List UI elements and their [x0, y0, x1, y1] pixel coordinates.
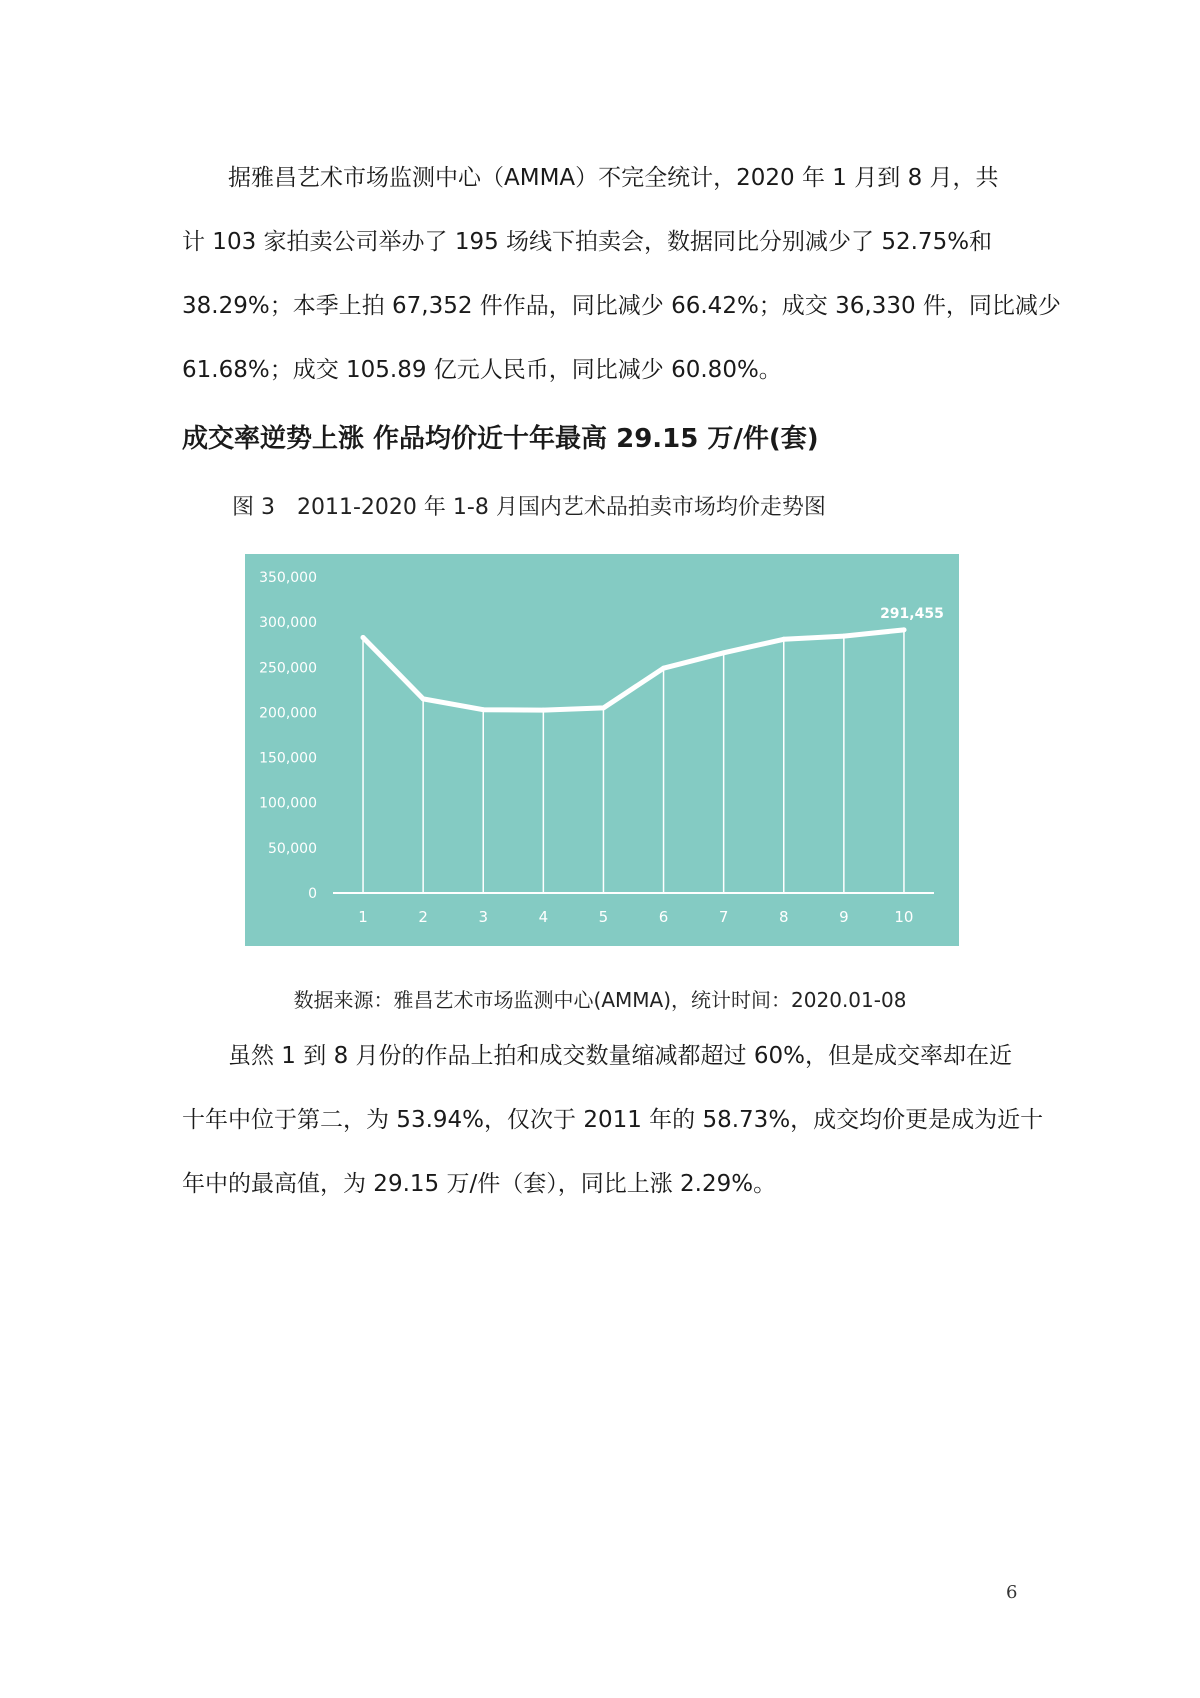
paragraph-line: 61.68%；成交 105.89 亿元人民币，同比减少 60.80%。	[182, 357, 782, 383]
data-point	[781, 637, 786, 642]
y-tick-label: 0	[308, 886, 317, 902]
x-tick-label: 2	[418, 908, 428, 926]
paragraph-line: 十年中位于第二，为 53.94%，仅次于 2011 年的 58.73%，成交均价更是成为近十	[182, 1107, 1044, 1133]
paragraph-line: 38.29%；本季上拍 67,352 件作品，同比减少 66.42%；成交 36,330 件，同比减少	[182, 293, 1061, 319]
data-point	[661, 666, 666, 671]
x-tick-label: 10	[894, 908, 914, 926]
data-point	[541, 708, 546, 713]
y-tick-label: 300,000	[259, 615, 317, 632]
x-tick-label: 7	[718, 908, 729, 926]
intro-paragraph	[182, 146, 1061, 402]
chart-canvas	[245, 554, 959, 946]
y-tick-label: 350,000	[259, 570, 317, 586]
analysis-paragraph	[182, 1024, 1044, 1216]
x-tick-label: 8	[778, 908, 789, 926]
data-point	[421, 696, 426, 701]
data-point	[361, 635, 366, 640]
y-tick-label: 50,000	[268, 840, 317, 857]
figure-caption: 图 3 2011-2020 年 1-8 月国内艺术品拍卖市场均价走势图	[232, 495, 826, 520]
data-point	[841, 634, 846, 639]
paragraph-line: 据雅昌艺术市场监测中心（AMMA）不完全统计，2020 年 1 月到 8 月，共	[228, 165, 999, 191]
data-point	[481, 707, 486, 712]
page-number: 6	[1006, 1582, 1018, 1603]
average-price-line-chart	[245, 554, 959, 946]
data-point	[721, 650, 726, 655]
y-tick-label: 250,000	[259, 660, 317, 677]
paragraph-line: 年中的最高值，为 29.15 万/件（套），同比上涨 2.29%。	[182, 1171, 777, 1197]
x-tick-label: 9	[839, 908, 849, 926]
data-source-note: 数据来源：雅昌艺术市场监测中心(AMMA)，统计时间：2020.01-08	[293, 988, 907, 1012]
y-tick-label: 200,000	[259, 705, 317, 722]
x-tick-label: 6	[658, 908, 669, 926]
data-point	[601, 705, 606, 710]
x-tick-label: 3	[478, 908, 489, 926]
y-tick-label: 100,000	[259, 795, 317, 812]
paragraph-line: 虽然 1 到 8 月份的作品上拍和成交数量缩减都超过 60%，但是成交率却在近	[228, 1043, 1012, 1069]
x-tick-label: 5	[598, 908, 609, 926]
x-tick-label: 1	[358, 908, 368, 926]
paragraph-line: 计 103 家拍卖公司举办了 195 场线下拍卖会，数据同比分别减少了 52.75%和	[182, 229, 993, 255]
data-point	[901, 627, 906, 632]
section-heading: 成交率逆势上涨 作品均价近十年最高 29.15 万/件(套)	[182, 424, 819, 454]
x-tick-label: 4	[538, 908, 549, 926]
series-line	[363, 630, 904, 710]
y-tick-label: 150,000	[259, 750, 317, 767]
data-label: 291,455	[880, 605, 944, 622]
